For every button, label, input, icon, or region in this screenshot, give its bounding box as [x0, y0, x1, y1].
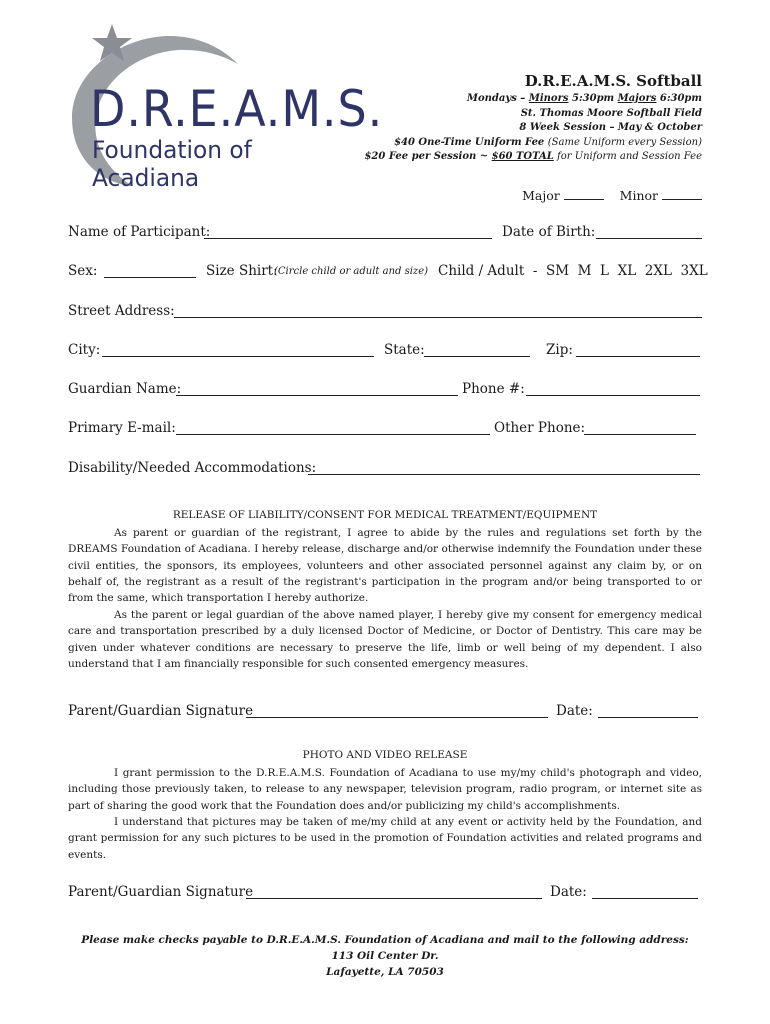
date-field-2[interactable] — [592, 884, 698, 899]
minor-blank[interactable] — [662, 189, 702, 200]
zip-label: Zip: — [546, 342, 573, 358]
mailing-instructions — [68, 932, 702, 980]
email-field[interactable] — [176, 420, 490, 435]
state-label: State: — [384, 342, 425, 358]
row-name — [68, 224, 702, 246]
disability-field[interactable] — [308, 460, 700, 475]
field-line: St. Thomas Moore Softball Field — [520, 107, 702, 119]
shirt-options[interactable]: Child / Adult - SM M L XL 2XL 3XL — [438, 263, 708, 279]
date-field-1[interactable] — [598, 703, 698, 718]
signature-label-2: Parent/Guardian Signature — [68, 884, 254, 900]
minor-label: Minor — [619, 188, 659, 203]
row-email — [68, 420, 702, 442]
sex-field[interactable] — [104, 263, 196, 278]
other-phone-label: Other Phone: — [494, 420, 586, 436]
major-blank[interactable] — [564, 189, 604, 200]
schedule-line: Mondays – Minors 5:30pm Majors 6:30pm — [466, 93, 702, 104]
name-field[interactable] — [204, 224, 492, 239]
name-label: Name of Participant: — [68, 224, 211, 240]
sex-label: Sex: — [68, 263, 98, 279]
program-title: D.R.E.A.M.S. Softball — [524, 72, 702, 90]
release-title: RELEASE OF LIABILITY/CONSENT FOR MEDICAL TREATMENT/EQUIPMENT — [172, 509, 598, 521]
uniform-fee-line: $40 One-Time Uniform Fee (Same Uniform every Session) — [394, 136, 702, 148]
zip-field[interactable] — [576, 342, 700, 357]
city-field[interactable] — [102, 342, 374, 357]
signature-row-2 — [68, 884, 702, 906]
signature-label-1: Parent/Guardian Signature — [68, 703, 254, 719]
major-label: Major — [522, 188, 560, 203]
dreams-logo — [50, 18, 384, 192]
disability-label: Disability/Needed Accommodations: — [68, 460, 317, 476]
guardian-label: Guardian Name: — [68, 381, 182, 397]
phone-field[interactable] — [526, 381, 700, 396]
release-paragraph-2: As the parent or legal guardian of the above named player, I hereby give my consent for emergency medical care and transportation prescribed by a duly licensed Doctor of Medicine, or Doctor of Dentistry. This care may be given under whatever conditions are necessary to preserve the life, limb or well being of my dependent. I also understand that I am financially responsible for such consented emergency measures. — [68, 609, 702, 670]
date-label-2: Date: — [550, 884, 587, 900]
email-label: Primary E-mail: — [68, 420, 176, 436]
signature-row-1 — [68, 703, 702, 725]
row-street — [68, 303, 702, 325]
guardian-field[interactable] — [176, 381, 458, 396]
row-guardian — [68, 381, 702, 403]
address-line-1: 113 Oil Center Dr. — [331, 950, 439, 962]
state-field[interactable] — [424, 342, 530, 357]
street-field[interactable] — [174, 303, 702, 318]
program-header — [364, 70, 702, 165]
payable-line: Please make checks payable to D.R.E.A.M.S. Foundation of Acadiana and mail to the following address: — [81, 934, 689, 946]
logo-dreams-text: D.R.E.A.M.S. — [90, 80, 384, 138]
date-label-1: Date: — [556, 703, 593, 719]
phone-label: Phone #: — [462, 381, 525, 397]
city-label: City: — [68, 342, 101, 358]
signature-field-2[interactable] — [246, 884, 542, 899]
release-paragraph-1: As parent or guardian of the registrant, I agree to abide by the rules and regulations set forth by the DREAMS Foundation of Acadiana. I hereby release, discharge and/or otherwise indemnify the Foundation under these civil entities, the sponsors, its employees, volunteers and other associated personnel against any claim by, or on behalf of, the registrant as a result of the registrant's participation in the program and/or being transported to or from the same, which transportation I hereby authorize. — [68, 527, 702, 605]
session-line: 8 Week Session – May & October — [519, 122, 702, 133]
photo-paragraph-1: I grant permission to the D.R.E.A.M.S. Foundation of Acadiana to use my/my child's photograph and video, including those previously taken, to release to any newspaper, television program, radio program, or internet site as part of sharing the good work that the Foundation does and/or publicizing my child's accomplishments. — [68, 767, 702, 812]
other-phone-field[interactable] — [584, 420, 696, 435]
address-line-2: Lafayette, LA 70503 — [326, 966, 444, 978]
logo-foundation-text: Foundation of Acadiana — [92, 136, 252, 192]
row-city — [68, 342, 702, 364]
row-disability — [68, 460, 702, 482]
dob-label: Date of Birth: — [502, 224, 596, 240]
street-label: Street Address: — [68, 303, 175, 319]
row-sex-shirt — [68, 263, 708, 285]
dob-field[interactable] — [596, 224, 702, 239]
division-select — [522, 188, 702, 203]
shirt-label: Size Shirt: — [206, 263, 278, 279]
signature-field-1[interactable] — [246, 703, 548, 718]
photo-release-title: PHOTO AND VIDEO RELEASE — [302, 749, 468, 761]
photo-paragraph-2: I understand that pictures may be taken of me/my child at any event or activity held by the Foundation, and grant permission for any such pictures to be used in the promotion of Foundation activities and related programs and events. — [68, 816, 702, 861]
session-fee-line: $20 Fee per Session ~ $60 TOTAL for Uniform and Session Fee — [364, 151, 702, 162]
shirt-note: (Circle child or adult and size) — [274, 266, 429, 277]
